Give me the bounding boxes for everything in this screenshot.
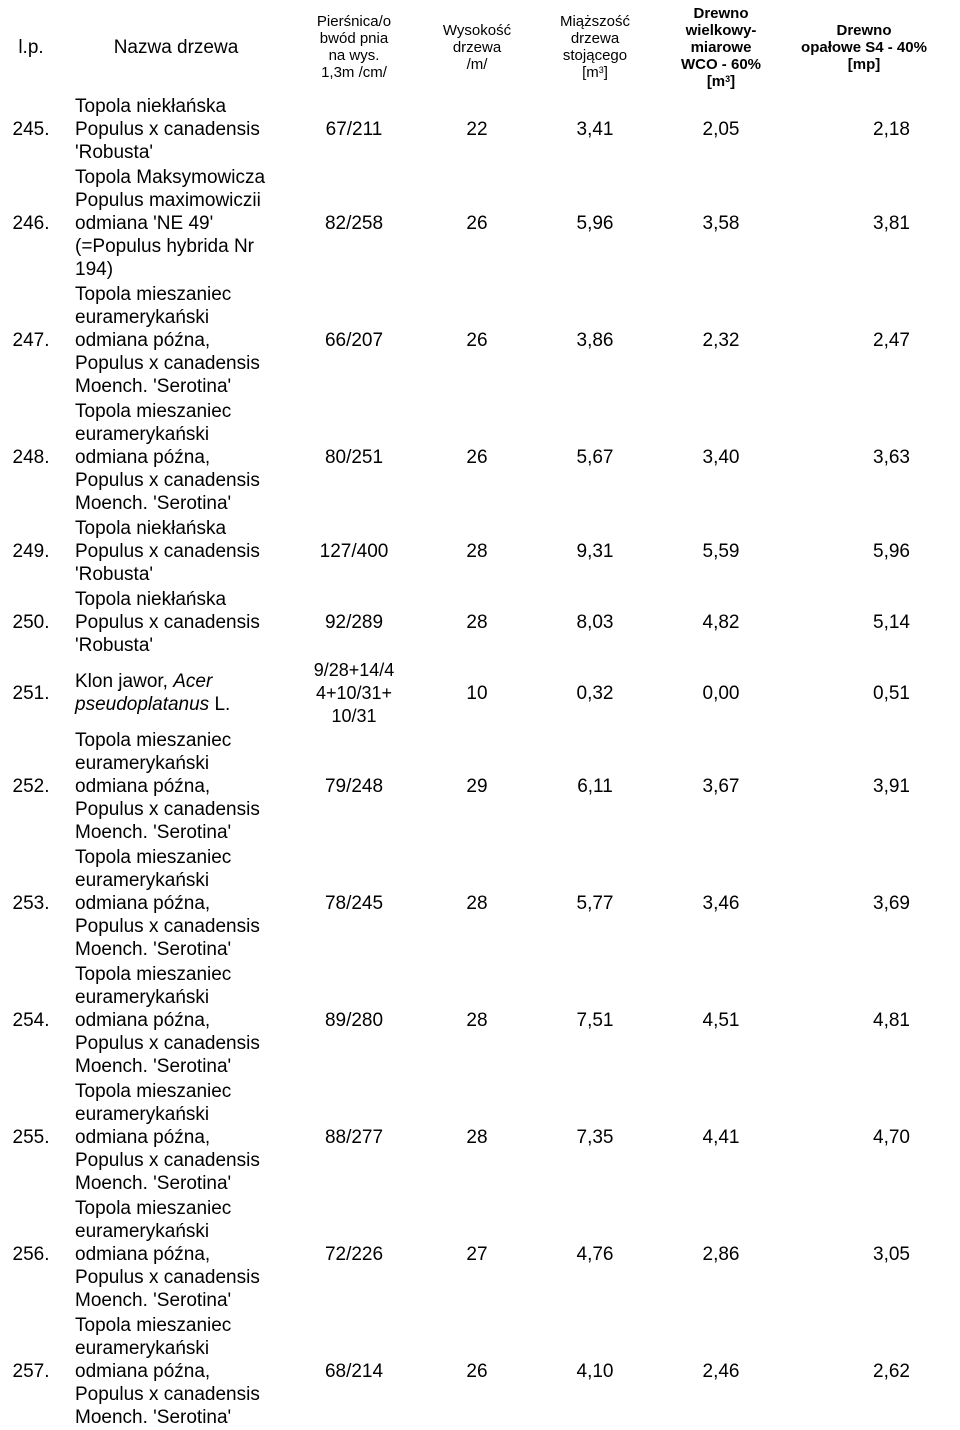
tree-name: Topola mieszaniec euramerykański odmiana późna, Populus x canadensis Moench. 'Serotina': [75, 964, 260, 1077]
miazszosc-value: 3,86: [576, 330, 614, 351]
wysokosc-value: 29: [466, 776, 488, 797]
row-number: 245.: [12, 119, 50, 140]
miazszosc-value: 5,96: [576, 213, 614, 234]
piersnica-value: 79/248: [324, 776, 384, 797]
s4-value: 3,81: [873, 213, 910, 234]
wysokosc-value: 22: [466, 119, 488, 140]
table-row: [0, 1196, 960, 1313]
s4-value: 5,14: [873, 612, 910, 633]
miazszosc-value: 3,41: [576, 119, 614, 140]
row-number: 249.: [12, 541, 50, 562]
wco-value: 4,82: [702, 612, 740, 633]
wysokosc-value: 26: [466, 447, 488, 468]
header-s4: Drewno opałowe S4 - 40% [mp]: [801, 21, 927, 73]
s4-value: 3,63: [873, 447, 910, 468]
wco-value: 2,32: [702, 330, 740, 351]
table-row: [0, 587, 960, 658]
wysokosc-value: 27: [466, 1244, 488, 1265]
row-number: 248.: [12, 447, 50, 468]
row-number: 253.: [12, 893, 50, 914]
wco-value: 3,46: [702, 893, 740, 914]
table-row: [0, 658, 960, 728]
miazszosc-value: 5,77: [576, 893, 614, 914]
row-number: 251.: [12, 682, 50, 704]
miazszosc-value: 5,67: [576, 447, 614, 468]
row-number: 247.: [12, 330, 50, 351]
table-row: [0, 165, 960, 282]
table-row: [0, 962, 960, 1079]
wco-value: 4,51: [702, 1010, 740, 1031]
wysokosc-value: 28: [466, 1127, 488, 1148]
wysokosc-value: 10: [466, 682, 488, 704]
piersnica-value: 9/28+14/4 4+10/31+ 10/31: [313, 659, 395, 726]
miazszosc-value: 9,31: [576, 541, 614, 562]
miazszosc-value: 7,35: [576, 1127, 614, 1148]
piersnica-value: 67/211: [325, 119, 383, 140]
miazszosc-value: 8,03: [576, 612, 614, 633]
header-lp: l.p.: [18, 36, 44, 58]
table-row: [0, 728, 960, 845]
tree-name: Topola mieszaniec euramerykański odmiana późna, Populus x canadensis Moench. 'Serotina': [75, 284, 260, 397]
tree-name: Klon jawor, Acer pseudoplatanus L.: [75, 671, 231, 715]
s4-value: 2,47: [873, 330, 910, 351]
wysokosc-value: 28: [466, 893, 488, 914]
s4-value: 2,18: [873, 119, 910, 140]
wco-value: 3,40: [702, 447, 740, 468]
piersnica-value: 72/226: [324, 1244, 384, 1265]
tree-name: Topola mieszaniec euramerykański odmiana późna, Populus x canadensis Moench. 'Serotina': [75, 1315, 260, 1428]
miazszosc-value: 4,76: [576, 1244, 614, 1265]
wysokosc-value: 28: [466, 1010, 488, 1031]
wysokosc-value: 28: [466, 541, 488, 562]
piersnica-value: 80/251: [324, 447, 384, 468]
row-number: 257.: [12, 1361, 50, 1382]
header-wco: Drewno wielkowy- miarowe WCO - 60% $[m^3]$: [680, 4, 761, 90]
s4-value: 0,51: [873, 682, 910, 704]
row-number: 255.: [12, 1127, 50, 1148]
header-wysokosc: Wysokość drzewa /m/: [442, 21, 512, 73]
wysokosc-value: 26: [466, 213, 488, 234]
row-number: 250.: [12, 612, 50, 633]
tree-name: Topola niekłańska Populus x canadensis 'Robusta': [75, 589, 260, 656]
wco-value: 2,86: [702, 1244, 740, 1265]
header-miazszosc: Miąższość drzewa stojącego $[m^3]$: [559, 13, 630, 81]
s4-value: 5,96: [873, 541, 910, 562]
wysokosc-value: 26: [466, 330, 488, 351]
s4-value: 3,69: [873, 893, 910, 914]
table-row: [0, 1313, 960, 1430]
piersnica-value: 92/289: [324, 612, 384, 633]
s4-value: 2,62: [873, 1361, 910, 1382]
wco-value: 3,58: [702, 213, 740, 234]
tree-name: Topola niekłańska Populus x canadensis 'Robusta': [75, 518, 260, 585]
wco-value: 2,05: [702, 119, 740, 140]
row-number: 254.: [12, 1010, 50, 1031]
piersnica-value: 127/400: [319, 541, 389, 562]
s4-value: 3,05: [873, 1244, 910, 1265]
wco-value: 4,41: [702, 1127, 740, 1148]
table-row: [0, 845, 960, 962]
wysokosc-value: 28: [466, 612, 488, 633]
s4-value: 4,70: [873, 1127, 910, 1148]
s4-value: 4,81: [873, 1010, 910, 1031]
miazszosc-value: 6,11: [577, 776, 613, 797]
table-header-row: [0, 0, 960, 94]
piersnica-value: 88/277: [324, 1127, 384, 1148]
row-number: 246.: [12, 213, 50, 234]
row-number: 252.: [12, 776, 50, 797]
tree-name: Topola mieszaniec euramerykański odmiana późna, Populus x canadensis Moench. 'Serotina': [75, 401, 260, 514]
tree-name: Topola mieszaniec euramerykański odmiana późna, Populus x canadensis Moench. 'Serotina': [75, 730, 260, 843]
miazszosc-value: 7,51: [576, 1010, 614, 1031]
piersnica-value: 82/258: [324, 213, 384, 234]
table-row: [0, 399, 960, 516]
header-piersnica: Pierśnica/o bwód pnia na wys. 1,3m /cm/: [316, 13, 392, 81]
header-name: Nazwa drzewa: [113, 36, 239, 58]
miazszosc-value: 0,32: [576, 682, 614, 704]
table-row: [0, 94, 960, 165]
table-body: [0, 94, 960, 1430]
wco-value: 3,67: [702, 776, 740, 797]
tree-name: Topola mieszaniec euramerykański odmiana późna, Populus x canadensis Moench. 'Serotina': [75, 1081, 260, 1194]
tree-name: Topola mieszaniec euramerykański odmiana późna, Populus x canadensis Moench. 'Serotina': [75, 1198, 260, 1311]
wysokosc-value: 26: [466, 1361, 488, 1382]
table-row: [0, 516, 960, 587]
tree-name: Topola niekłańska Populus x canadensis 'Robusta': [75, 96, 260, 163]
s4-value: 3,91: [873, 776, 910, 797]
wco-value: 5,59: [702, 541, 740, 562]
table-row: [0, 1079, 960, 1196]
row-number: 256.: [12, 1244, 50, 1265]
table-row: [0, 282, 960, 399]
piersnica-value: 89/280: [324, 1010, 384, 1031]
tree-name: Topola mieszaniec euramerykański odmiana późna, Populus x canadensis Moench. 'Serotina': [75, 847, 260, 960]
wco-value: 2,46: [702, 1361, 740, 1382]
piersnica-value: 66/207: [324, 330, 384, 351]
miazszosc-value: 4,10: [576, 1361, 614, 1382]
piersnica-value: 68/214: [324, 1361, 384, 1382]
tree-name: Topola Maksymowicza Populus maximowiczii odmiana 'NE 49' (=Populus hybrida Nr 194): [75, 167, 266, 280]
piersnica-value: 78/245: [324, 893, 384, 914]
wco-value: 0,00: [702, 682, 740, 704]
